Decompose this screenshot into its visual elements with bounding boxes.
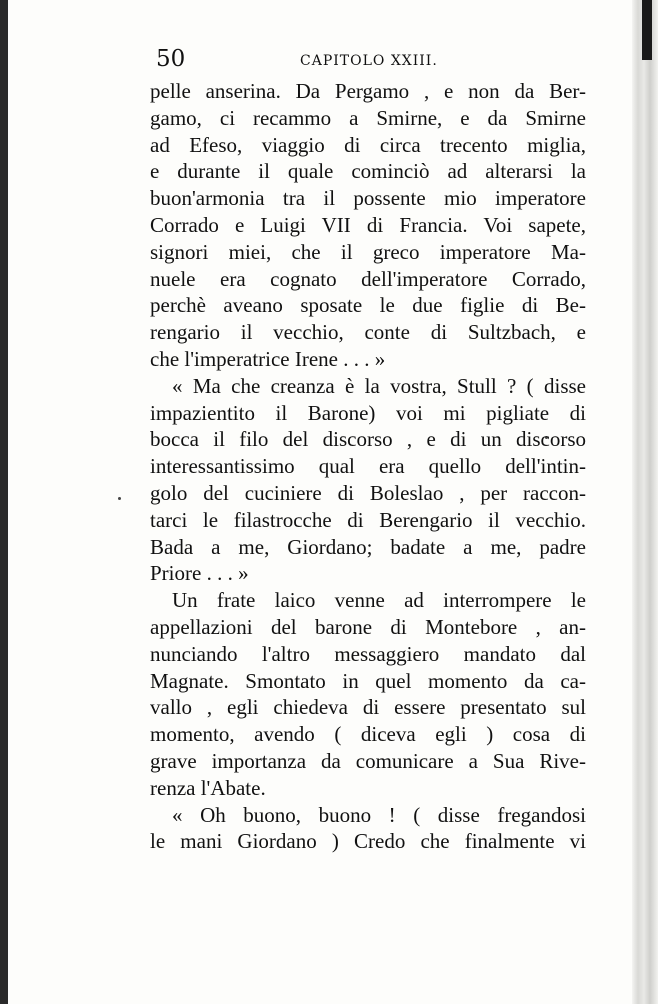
- text-line: renza l'Abate.: [150, 775, 266, 800]
- text-line: Priore . . . »: [150, 561, 249, 586]
- text-line: bocca il filo del discorso , e di un discorso: [150, 427, 586, 452]
- text-line: nunciando l'altro messaggiero mandato dal: [150, 641, 586, 666]
- text-line: nuele era cognato dell'imperatore Corrado,: [150, 266, 586, 291]
- text-line: pelle anserina. Da Pergamo , e non da Ber-: [150, 79, 586, 103]
- text-line: momento, avendo ( diceva egli ) cosa di: [150, 722, 586, 747]
- text-line: signori miei, che il greco imperatore Ma-: [150, 239, 586, 264]
- text-line: rengario il vecchio, conte di Sultzbach, e: [150, 320, 586, 345]
- text-line: perchè aveano sposate le due figlie di Be-: [150, 293, 586, 318]
- text-line: « Ma che creanza è la vostra, Stull ? ( disse: [172, 373, 586, 398]
- scan-edge-right: [632, 0, 658, 1004]
- text-line: Un frate laico venne ad interrompere le: [172, 588, 586, 613]
- text-line: che l'imperatrice Irene . . . »: [150, 346, 386, 371]
- page-number: 50: [156, 46, 186, 72]
- page-header: [150, 44, 586, 78]
- page-text: [150, 44, 586, 855]
- text-line: Corrado e Luigi VII di Francia. Voi sapete,: [150, 212, 586, 237]
- text-line: e durante il quale cominciò ad alterarsi la: [150, 159, 586, 184]
- text-line: gamo, ci recammo a Smirne, e da Smirne: [150, 105, 586, 130]
- text-line: tarci le filastrocche di Berengario il vecchio.: [150, 507, 586, 532]
- text-line: vallo , egli chiedeva di essere presentato sul: [150, 695, 586, 720]
- scan-edge-left: [0, 0, 8, 1004]
- text-line: interessantissimo qual era quello dell'intin-: [150, 454, 586, 479]
- text-line: appellazioni del barone di Montebore , an-: [150, 614, 586, 639]
- text-line: le mani Giordano ) Credo che finalmente vi: [150, 829, 586, 854]
- running-head: CAPITOLO XXIII.: [300, 53, 438, 69]
- paper-speck: [118, 497, 121, 500]
- text-line: impazientito il Barone) voi mi pigliate di: [150, 400, 586, 425]
- text-line: golo del cuciniere di Boleslao , per raccon-: [150, 480, 586, 505]
- scan-edge-notch: [642, 0, 652, 60]
- text-line: ad Efeso, viaggio di circa trecento miglia,: [150, 132, 586, 157]
- text-line: Bada a me, Giordano; badate a me, padre: [150, 534, 586, 559]
- text-line: « Oh buono, buono ! ( disse fregandosi: [172, 802, 586, 827]
- text-line: buon'armonia tra il possente mio imperatore: [150, 186, 586, 211]
- text-line: grave importanza da comunicare a Sua Rive-: [150, 748, 586, 773]
- text-line: Magnate. Smontato in quel momento da ca-: [150, 668, 586, 693]
